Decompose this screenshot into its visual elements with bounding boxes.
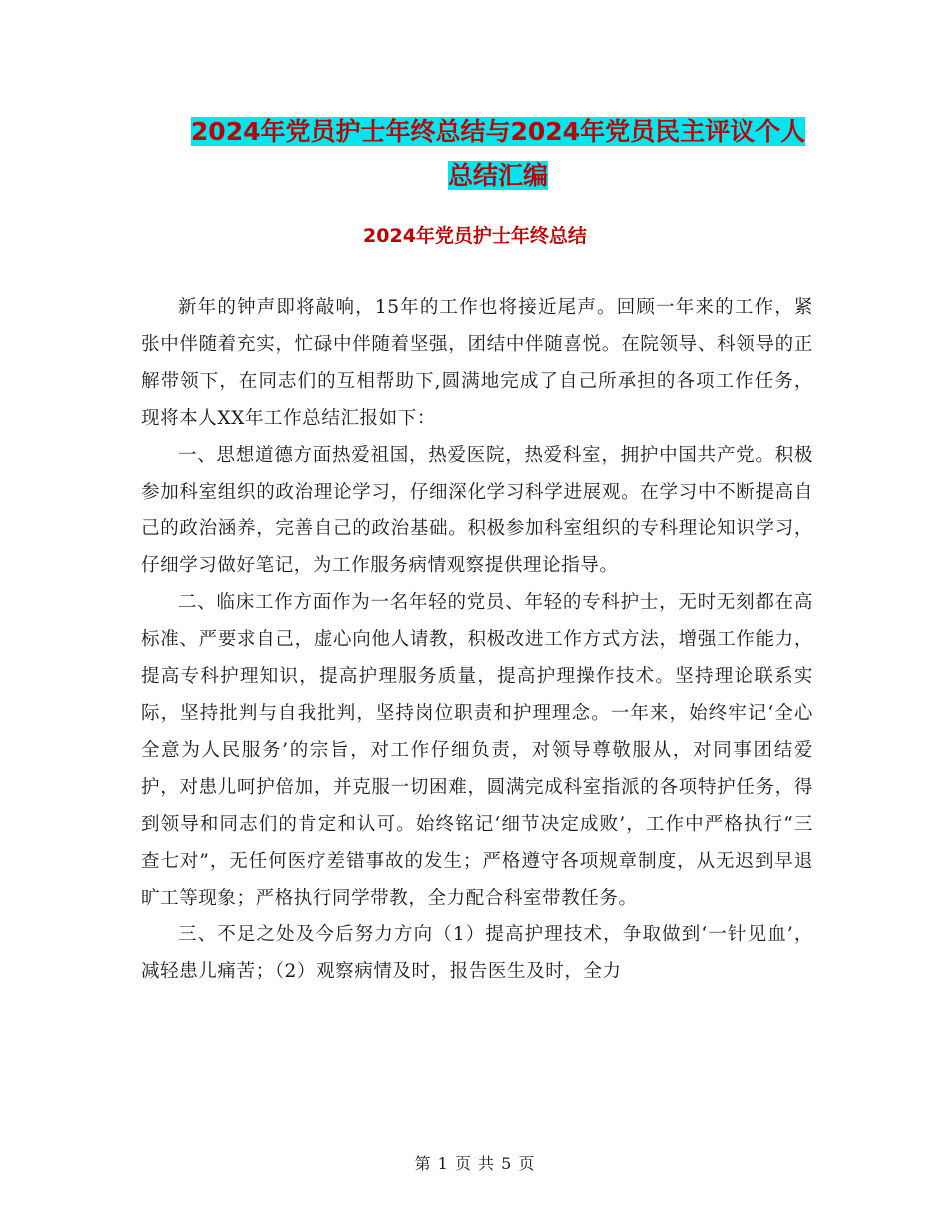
paragraph-intro: 新年的钟声即将敲响，15年的工作也将接近尾声。回顾一年来的工作，紧张中伴随着充实，忙碌中伴随着坚强，团结中伴随喜悦。在院领导、科领导的正解带领下，在同志们的互相帮助下,圆满地完成了自己所承担的各项工作任务，现将本人XX年工作总结汇报如下： [141,297,813,429]
paragraph-clinical-work: 二、临床工作方面作为一名年轻的党员、年轻的专科护士，无时无刻都在高标准、严要求自己，虚心向他人请教，积极改进工作方式方法，增强工作能力，提高专科护理知识，提高护理服务质量，提高护理操作技术。坚持理论联系实际，坚持批判与自我批判，坚持岗位职责和护理理念。一年来，始终牢记‘全心全意为人民服务’的宗旨，对工作仔细负责，对领导尊敬服从，对同事团结爱护，对患儿呵护倍加，并克服一切困难，圆满完成科室指派的各项特护任务，得到领导和同志们的肯定和认可。始终铭记‘细节决定成败’，工作中严格执行“三查七对”，无任何医疗差错事故的发生；严格遵守各项规章制度，从无迟到早退旷工等现象；严格执行同学带教，全力配合科室带教任务。 [141,592,813,909]
document-body [141,290,813,991]
paragraph-ideology: 一、思想道德方面热爱祖国，热爱医院，热爱科室，拥护中国共产党。积极参加科室组织的政治理论学习，仔细深化学习科学进展观。在学习中不断提高自己的政治涵养，完善自己的政治基础。积极参加科室组织的专科理论知识学习，仔细学习做好笔记，为工作服务病情观察提供理论指导。 [141,444,813,577]
paragraph-shortcomings: 三、不足之处及今后努力方向（1）提高护理技术，争取做到‘一针见血’，减轻患儿痛苦；（2）观察病情及时，报告医生及时，全力 [141,924,813,983]
document-title-line1: 2024年党员护士年终总结与2024年党员民主评议个人 [190,117,806,146]
section-title: 2024年党员护士年终总结 [363,225,587,247]
page-footer: 第 1 页 共 5 页 [414,1154,536,1173]
document-title [140,110,856,198]
document-title-line2: 总结汇编 [447,161,548,190]
